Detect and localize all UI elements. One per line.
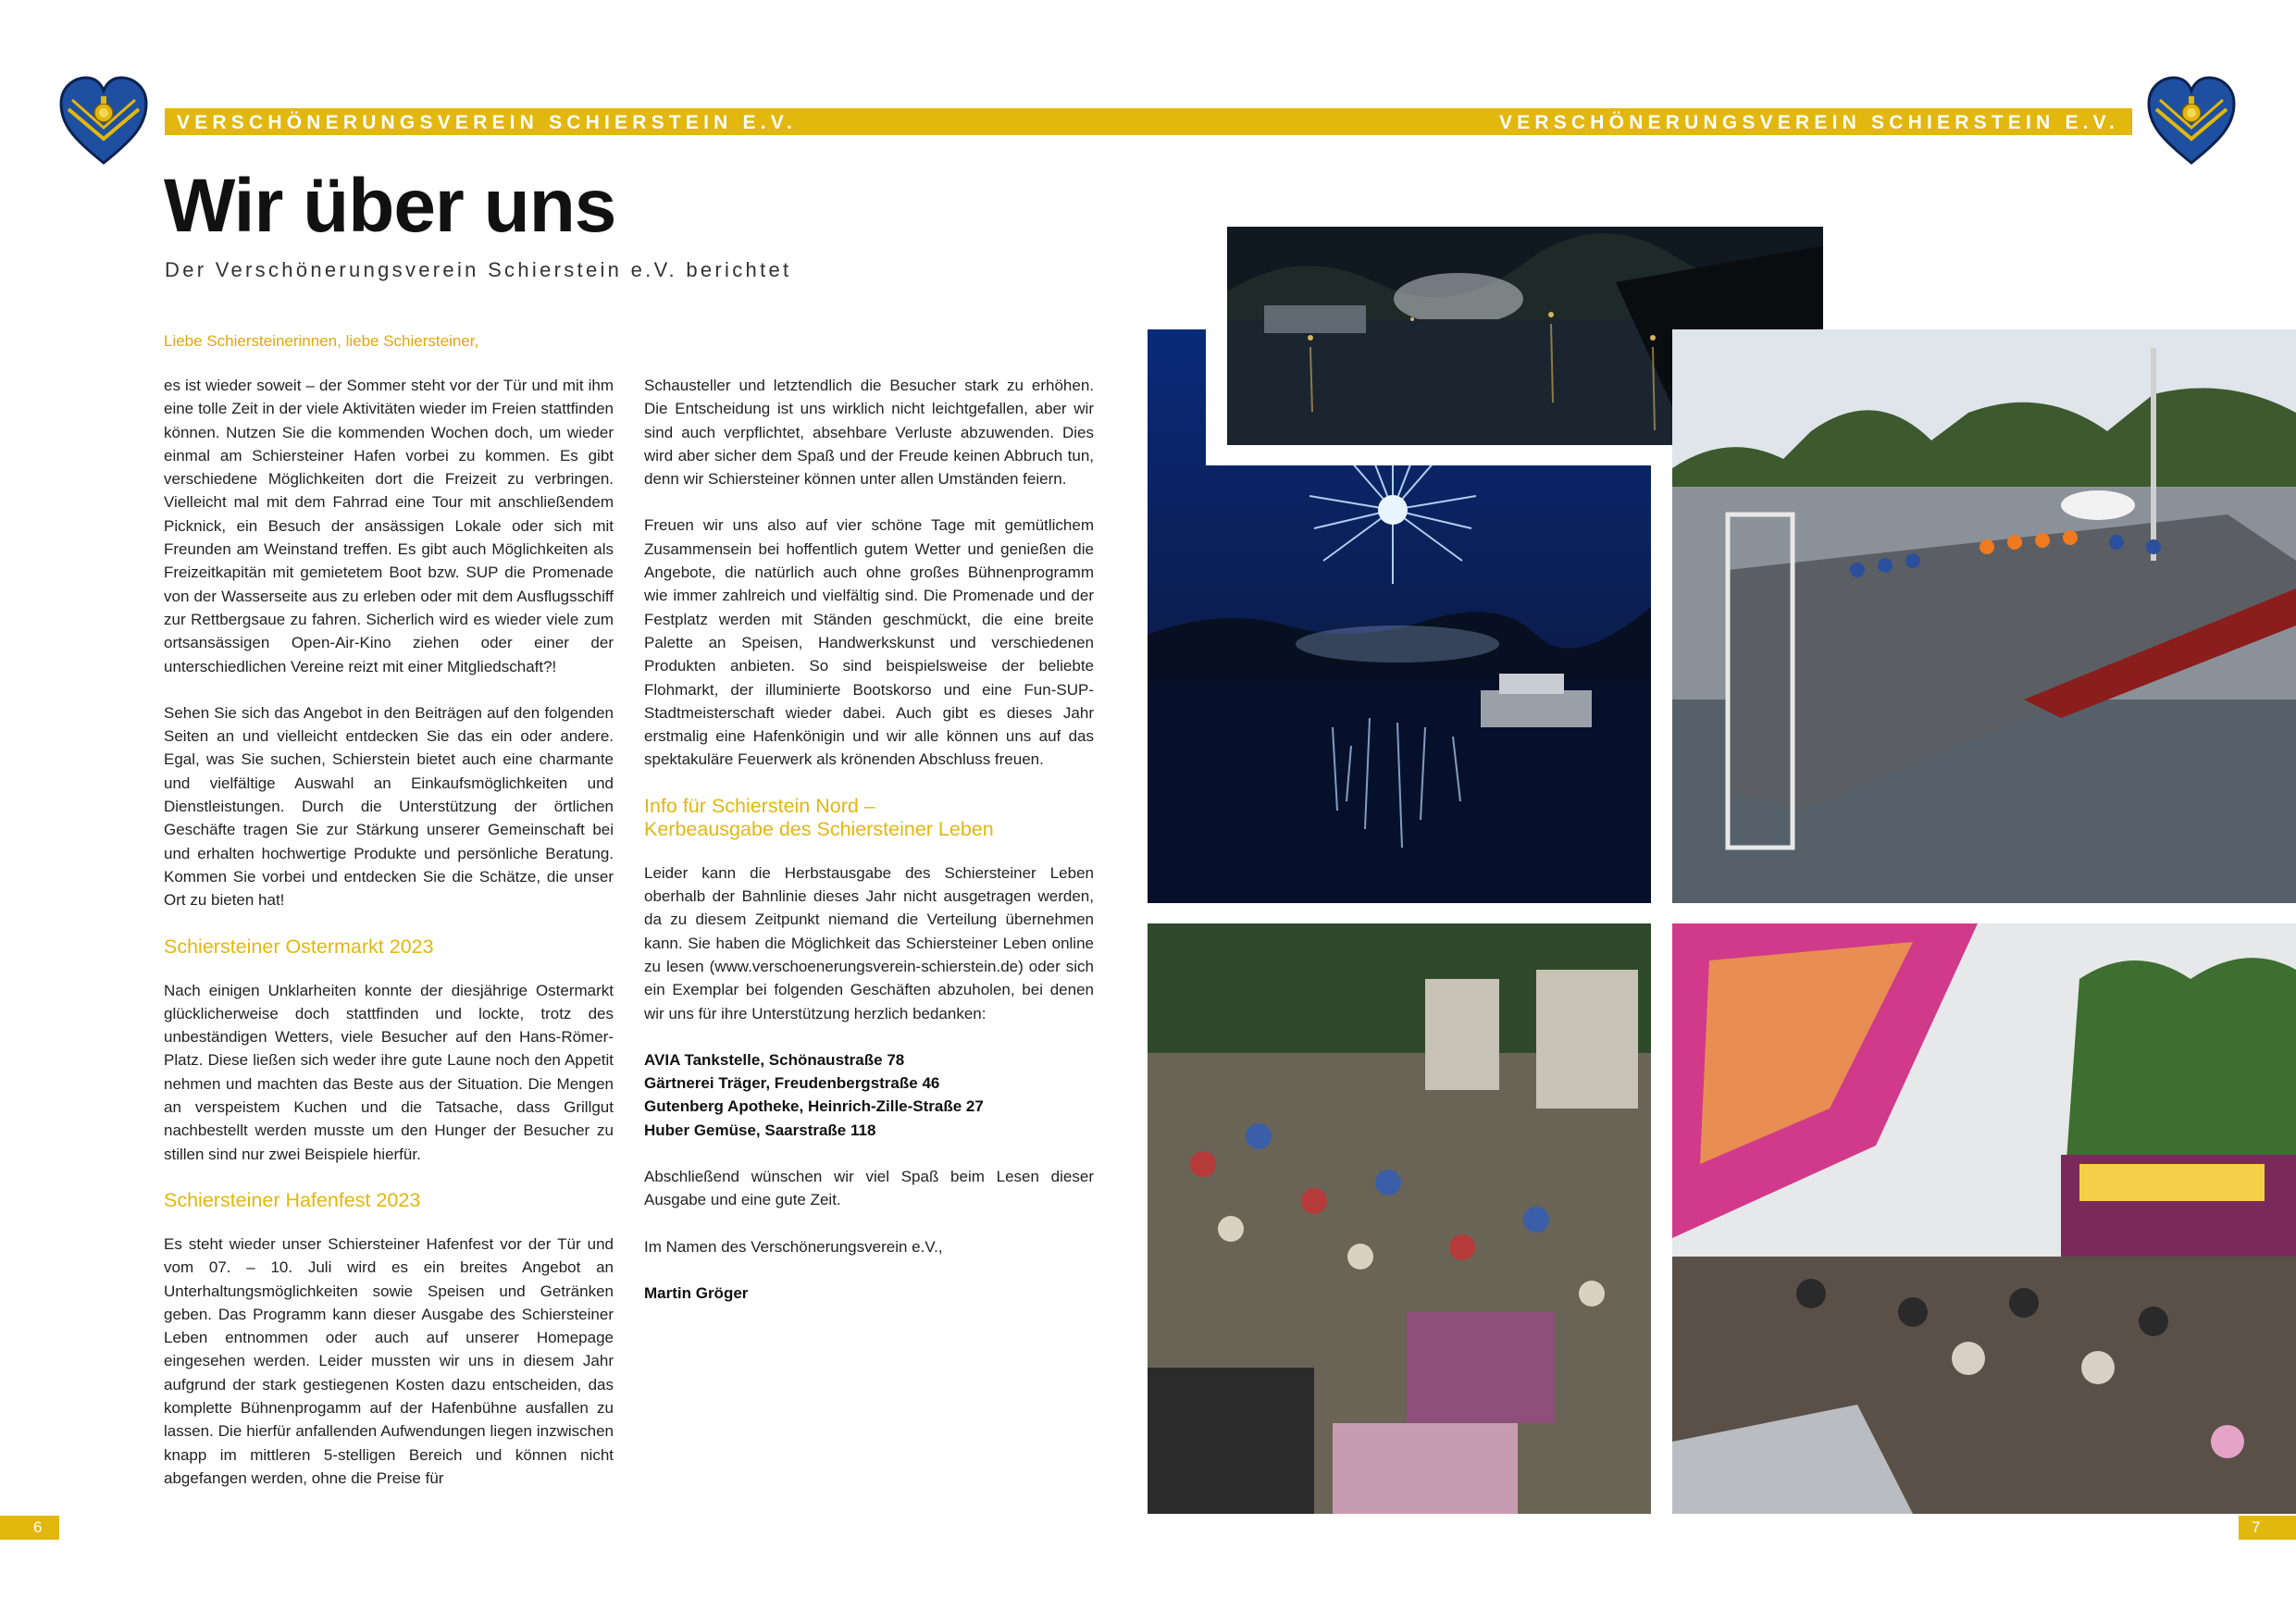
paragraph: Im Namen des Verschönerungsverein e.V., <box>644 1237 943 1256</box>
section-heading-info-line1: Info für Schierstein Nord – <box>644 794 875 817</box>
signature: Martin Gröger <box>644 1283 749 1302</box>
shop-list <box>644 1048 1094 1142</box>
page-subtitle: Der Verschönerungsverein Schierstein e.V. berichtet <box>165 258 792 281</box>
section-heading-info <box>644 795 1094 841</box>
header-org-right: VERSCHÖNERUNGSVEREIN SCHIERSTEIN E.V. <box>1498 112 2119 133</box>
heart-logo-icon <box>2145 74 2238 167</box>
shop-item: Gärtnerei Träger, Freudenbergstraße 46 <box>644 1074 940 1093</box>
photo-fairground <box>1672 923 2296 1514</box>
section-heading-hafenfest: Schiersteiner Hafenfest 2023 <box>164 1188 421 1211</box>
paragraph: Schausteller und letztendlich die Besucher stark zu erhöhen. Die Entscheidung ist uns wirklich nicht leichtgefallen, aber wir sind auch verpflichtet, absehbare Verluste abzuwenden. Dies wird aber sicher dem Spaß und der Freude keinen Abbruch tun, denn wir Schiersteiner können unter allen Umständen feiern. <box>644 377 1094 489</box>
shop-item: Gutenberg Apotheke, Heinrich-Zille-Straße 27 <box>644 1097 984 1116</box>
photo-flea-market <box>1148 923 1651 1514</box>
page-number-right: 7 <box>2239 1516 2296 1540</box>
shop-item: AVIA Tankstelle, Schönaustraße 78 <box>644 1050 905 1069</box>
greeting: Liebe Schiersteinerinnen, liebe Schiersteiner, <box>164 332 479 350</box>
paragraph: Nach einigen Unklarheiten konnte der diesjährige Ostermarkt glücklicherweise doch stattfinden und lockte, trotz des unbeständigen Wetters, viele Besucher auf den Hans-Römer-Platz. Diese ließen sich weder ihre gute Laune noch den Appetit nehmen und machten das Beste aus der Situation. Die Mengen an verspeistem Kuchen und die Tatsache, dass Grillgut nachbestellt werden musste um den Hunger der Besucher zu stillen sind nur zwei Beispiele hierfür. <box>164 981 614 1163</box>
page-number-left: 6 <box>0 1516 59 1540</box>
text-column-left <box>164 374 614 1513</box>
shop-item: Huber Gemüse, Saarstraße 118 <box>644 1121 876 1139</box>
text-column-right <box>644 374 1094 1328</box>
section-heading-info-line2: Kerbeausgabe des Schiersteiner Leben <box>644 817 994 840</box>
header-org-left: VERSCHÖNERUNGSVEREIN SCHIERSTEIN E.V. <box>177 112 798 133</box>
paragraph: es ist wieder soweit – der Sommer steht vor der Tür und mit ihm eine tolle Zeit in der viele Aktivitäten wieder im Freien stattfinden können. Nutzen Sie die kommenden Wochen doch, um wieder einmal am Schiersteiner Hafen vorbei zu kommen. Es gibt verschiedene Möglichkeiten dort die Freizeit zu verbringen. Vielleicht mal mit dem Fahrrad eine Tour mit anschließendem Picknick, ein Besuch der ansässigen Lokale oder sich mit Freunden am Weinstand treffen. Es gibt auch Möglichkeiten als Freizeitkapitän mit gemietetem Boot bzw. SUP die Promenade von der Wasserseite aus zu erleben oder mit dem Ausflugsschiff zur Rettbergsaue zu fahren. Sicherlich wird es wieder viele zum ortsansässigen Open-Air-Kino ziehen oder einer der unterschiedlichen Vereine reizt mit einer Mitgliedschaft?! <box>164 377 614 675</box>
heart-logo-icon <box>57 74 150 167</box>
paragraph: Sehen Sie sich das Angebot in den Beiträgen auf den folgenden Seiten an und vielleicht entdecken Sie das ein oder andere. Egal, was Sie suchen, Schierstein bietet auch eine charmante und vielfältige Auswahl an Einkaufsmöglichkeiten und Dienstleistungen. Durch die Unterstützung der örtlichen Geschäfte tragen Sie zur Stärkung unserer Gemeinschaft bei und erhalten hochwertige Produkte und persönliche Beratung. Kommen Sie vorbei und entdecken Sie die Schätze, die unser Ort zu bieten hat! <box>164 703 614 910</box>
paragraph: Abschließend wünschen wir viel Spaß beim Lesen dieser Ausgabe und eine gute Zeit. <box>644 1168 1094 1209</box>
paragraph: Es steht wieder unser Schiersteiner Hafenfest vor der Tür und vom 07. – 10. Juli wird es ein breites Angebot an Unterhaltungsmöglichkeiten sowie Speisen und Getränken geben. Das Programm kann dieser Ausgabe des Schiersteiner Leben entnommen oder auch auf unserer Homepage eingesehen werden. Leider mussten wir uns in diesem Jahr aufgrund der stark gestiegenen Kosten dazu entscheiden, das komplette Bühnenprogamm auf der Hafenbühne ausfallen zu lassen. Die hierfür anfallenden Aufwendungen liegen inzwischen knapp im mittleren 5-stelligen Bereich und können nicht abgefangen werden, ohne die Preise für <box>164 1234 614 1487</box>
photo-dragon-boat-pier <box>1672 329 2296 903</box>
section-heading-ostermarkt: Schiersteiner Ostermarkt 2023 <box>164 935 434 958</box>
paragraph: Freuen wir uns also auf vier schöne Tage mit gemütlichem Zusammensein bei hoffentlich gutem Wetter und genießen die Angebote, die natürlich auch ohne großes Bühnenprogramm wie immer zahlreich und vielfältig sind. Die Promenade und der Festplatz werden mit Ständen geschmückt, die eine breite Palette an Speisen, Handwerkskunst und verschiedenen Produkten anbieten. So sind beispielsweise der beliebte Flohmarkt, der illuminierte Bootskorso und eine Fun-SUP-Stadtmeisterschaft wieder dabei. Auch gibt es dieses Jahr erstmalig eine Hafenkönigin und wir alle können uns auf das spektakuläre Feuerwerk als krönenden Abschluss freuen. <box>644 516 1094 769</box>
paragraph: Leider kann die Herbstausgabe des Schiersteiner Leben oberhalb der Bahnlinie dieses Jahr nicht ausgetragen werden, da zu diesem Zeitpunkt niemand die Verteilung übernehmen kann. Sie haben die Möglichkeit das Schiersteiner Leben online zu lesen (www.verschoenerungsverein-schierstein.de) oder sich ein Exemplar bei folgenden Geschäften abzuholen, bei denen wir uns für ihre Unterstützung herzlich bedanken: <box>644 863 1094 1022</box>
page-title: Wir über uns <box>164 164 616 248</box>
header-bar <box>165 108 2132 135</box>
